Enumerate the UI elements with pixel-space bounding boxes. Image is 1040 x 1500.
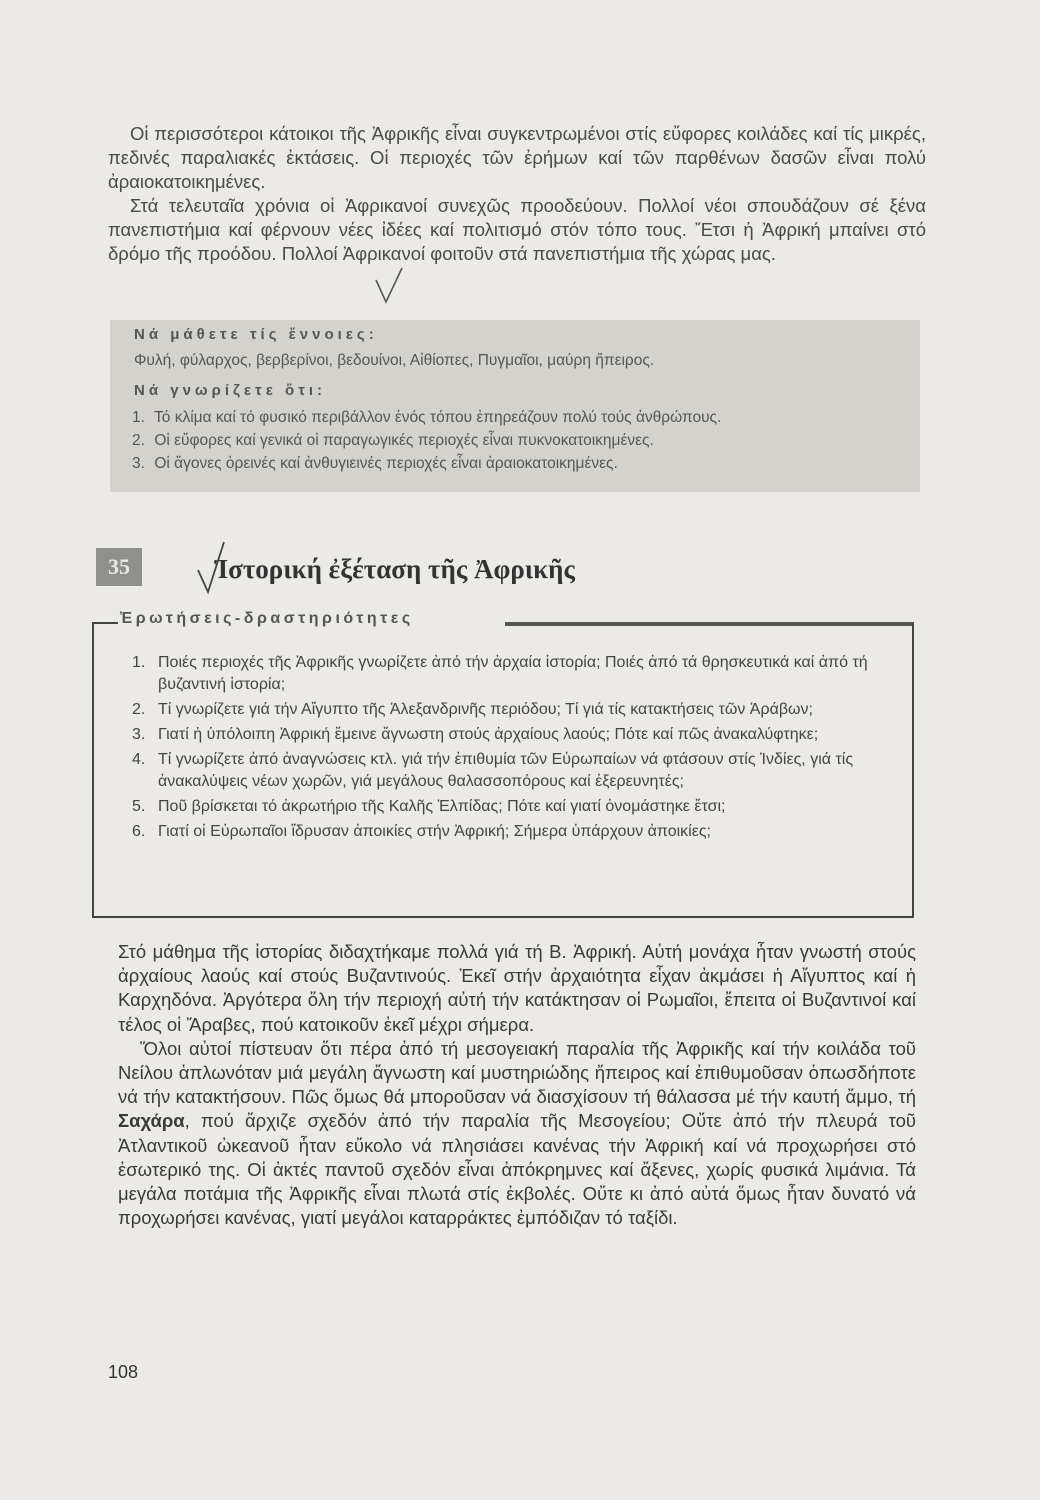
question-item <box>132 796 902 818</box>
question-number: 5. <box>132 798 146 815</box>
fact-item <box>132 429 912 452</box>
question-text: Ποιές περιοχές τῆς Ἀφρικῆς γνωρίζετε ἀπό τήν ἀρχαία ἱστορία; Ποιές ἀπό τά θρησκευτικά καί ἀπό τή βυζαντινή ἱστορία; <box>158 654 868 693</box>
body-paragraph-2-part-1: Ὅλοι αὐτοί πίστευαν ὅτι πέρα ἀπό τή μεσογειακή παραλία τῆς Ἀφρικῆς καί τήν κοιλάδα τοῦ Νείλου ἁπλωνόταν μιά μεγάλη ἄγνωστη καί μυστηριώδης ἤπειρος καί ἐπιθυμοῦσαν ὁπωσδήποτε νά τήν κατακτήσουν. Πῶς ὅμως θά μποροῦσαν νά διασχίσουν τή θάλασσα μέ τήν καυτή ἄμμο, τή <box>118 1037 916 1108</box>
fact-number: 3. <box>132 455 145 472</box>
question-text: Τί γνωρίζετε ἀπό ἀναγνώσεις κτλ. γιά τήν ἐπιθυμία τῶν Εὐρωπαίων νά φτάσουν στίς Ἰνδίες, γιά τίς ἀνακαλύψεις νέων χωρῶν, γιά μεγάλους θαλασσοπόρους καί ἐξερευνητές; <box>158 751 854 790</box>
question-item <box>132 821 902 843</box>
intro-text <box>108 122 926 266</box>
sahara-term: Σαχάρα <box>118 1110 185 1132</box>
fact-number: 1. <box>132 409 145 426</box>
concepts-terms: Φυλή, φύλαρχος, βερβερίνοι, βεδουίνοι, Αἰθίοπες, Πυγμαῖοι, μαύρη ἤπειρος. <box>134 352 655 369</box>
handwritten-check-icon <box>374 266 404 308</box>
question-number: 1. <box>132 654 146 671</box>
question-item <box>132 652 902 696</box>
intro-paragraph-1: Οἱ περισσότεροι κάτοικοι τῆς Ἀφρικῆς εἶναι συγκεντρωμένοι στίς εὔφορες κοιλάδες καί τίς μικρές, πεδινές παραλιακές ἐκτάσεις. Οἱ περιοχές τῶν ἐρήμων καί τῶν παρθένων δασῶν εἶναι πολύ ἀραιοκατοικημένες. <box>108 123 926 192</box>
question-number: 2. <box>132 701 146 718</box>
fact-item <box>132 452 912 475</box>
questions-heading: Ἐρωτήσεις-δραστηριότητες <box>120 610 414 627</box>
lesson-body-text <box>118 940 916 1230</box>
body-paragraph-1: Στό μάθημα τῆς ἱστορίας διδαχτήκαμε πολλά γιά τή Β. Ἀφρική. Αὐτή μονάχα ἦταν γνωστή στούς ἀρχαίους λαούς καί στούς Βυζαντινούς. Ἐκεῖ στήν ἀρχαιότητα εἶχαν ἀκμάσει ἡ Αἴγυπτος καί ἡ Καρχηδόνα. Ἀργότερα ὅλη τήν περιοχή αὐτή τήν κατάκτησαν οἱ Ρωμαῖοι, ἔπειτα οἱ Βυζαντινοί καί τέλος οἱ Ἄραβες, πού κατοικοῦν ἐκεῖ μέχρι σήμερα. <box>118 941 916 1035</box>
fact-item <box>132 406 912 429</box>
page-number: 108 <box>108 1362 139 1382</box>
question-text: Τί γνωρίζετε γιά τήν Αἴγυπτο τῆς Ἀλεξανδρινῆς περιόδου; Τί γιά τίς κατακτήσεις τῶν Ἀράβων; <box>158 701 813 718</box>
body-paragraph-2-part-2: , πού ἄρχιζε σχεδόν ἀπό τήν παραλία τῆς Μεσογείου; Οὔτε ἀπό τήν πλευρά τοῦ Ἀτλαντικοῦ ὠκεανοῦ ἦταν εὔκολο νά πλησιάσει κανένας τήν Ἀφρική καί νά προχωρήσει στό ἐσωτερικό της. Οἱ ἀκτές παντοῦ σχεδόν εἶναι ἀπόκρημνες καί ἄξενες, χωρίς φυσικά λιμάνια. Τά μεγάλα ποτάμια τῆς Ἀφρικῆς εἶναι πλωτά στίς ἐκβολές. Οὔτε κι ἀπό αὐτά ὅμως ἦταν δυνατό νά προχωρήσει κανένας, γιατί μεγάλοι καταρράκτες ἐμπόδιζαν τό ταξίδι. <box>118 1110 916 1229</box>
fact-number: 2. <box>132 432 145 449</box>
fact-text: Τό κλίμα καί τό φυσικό περιβάλλον ἑνός τόπου ἐπηρεάζουν πολύ τούς ἀνθρώπους. <box>154 409 722 426</box>
question-text: Ποῦ βρίσκεται τό ἀκρωτήριο τῆς Καλῆς Ἐλπίδας; Πότε καί γιατί ὀνομάστηκε ἔτσι; <box>158 798 726 815</box>
intro-paragraph-2: Στά τελευταῖα χρόνια οἱ Ἀφρικανοί συνεχῶς προοδεύουν. Πολλοί νέοι σπουδάζουν σέ ξένα πανεπιστήμια καί φέρνουν νέες ἰδέες καί πολιτισμό στόν τόπο τους. Ἔτσι ἡ Ἀφρική μπαίνει στό δρόμο τῆς προόδου. Πολλοί Ἀφρικανοί φοιτοῦν στά πανεπιστήμια τῆς χώρας μας. <box>108 195 926 264</box>
concepts-heading: Νά μάθετε τίς ἔννοιες: <box>134 326 378 343</box>
fact-text: Οἱ εὔφορες καί γενικά οἱ παραγωγικές περιοχές εἶναι πυκνοκατοικημένες. <box>154 432 654 449</box>
facts-list <box>132 406 912 475</box>
facts-heading: Νά γνωρίζετε ὅτι: <box>134 382 327 399</box>
question-number: 6. <box>132 823 146 840</box>
question-item <box>132 749 902 793</box>
lesson-number-badge: 35 <box>96 548 142 586</box>
lesson-title: Ἱστορική ἐξέταση τῆς Ἀφρικῆς <box>214 554 575 584</box>
concepts-box <box>110 320 920 492</box>
question-number: 3. <box>132 726 146 743</box>
question-item <box>132 724 902 746</box>
question-text: Γιατί ἡ ὑπόλοιπη Ἀφρική ἔμεινε ἄγνωστη στούς ἀρχαίους λαούς; Πότε καί πῶς ἀνακαλύφτηκε; <box>158 726 819 743</box>
questions-list <box>132 652 902 846</box>
fact-text: Οἱ ἄγονες ὀρεινές καί ἀνθυγιεινές περιοχές εἶναι ἀραιοκατοικημένες. <box>154 455 618 472</box>
question-text: Γιατί οἱ Εὐρωπαῖοι ἵδρυσαν ἀποικίες στήν Ἀφρική; Σήμερα ὑπάρχουν ἀποικίες; <box>158 823 711 840</box>
question-number: 4. <box>132 751 146 768</box>
question-item <box>132 699 902 721</box>
body-paragraph-2 <box>118 1037 916 1231</box>
